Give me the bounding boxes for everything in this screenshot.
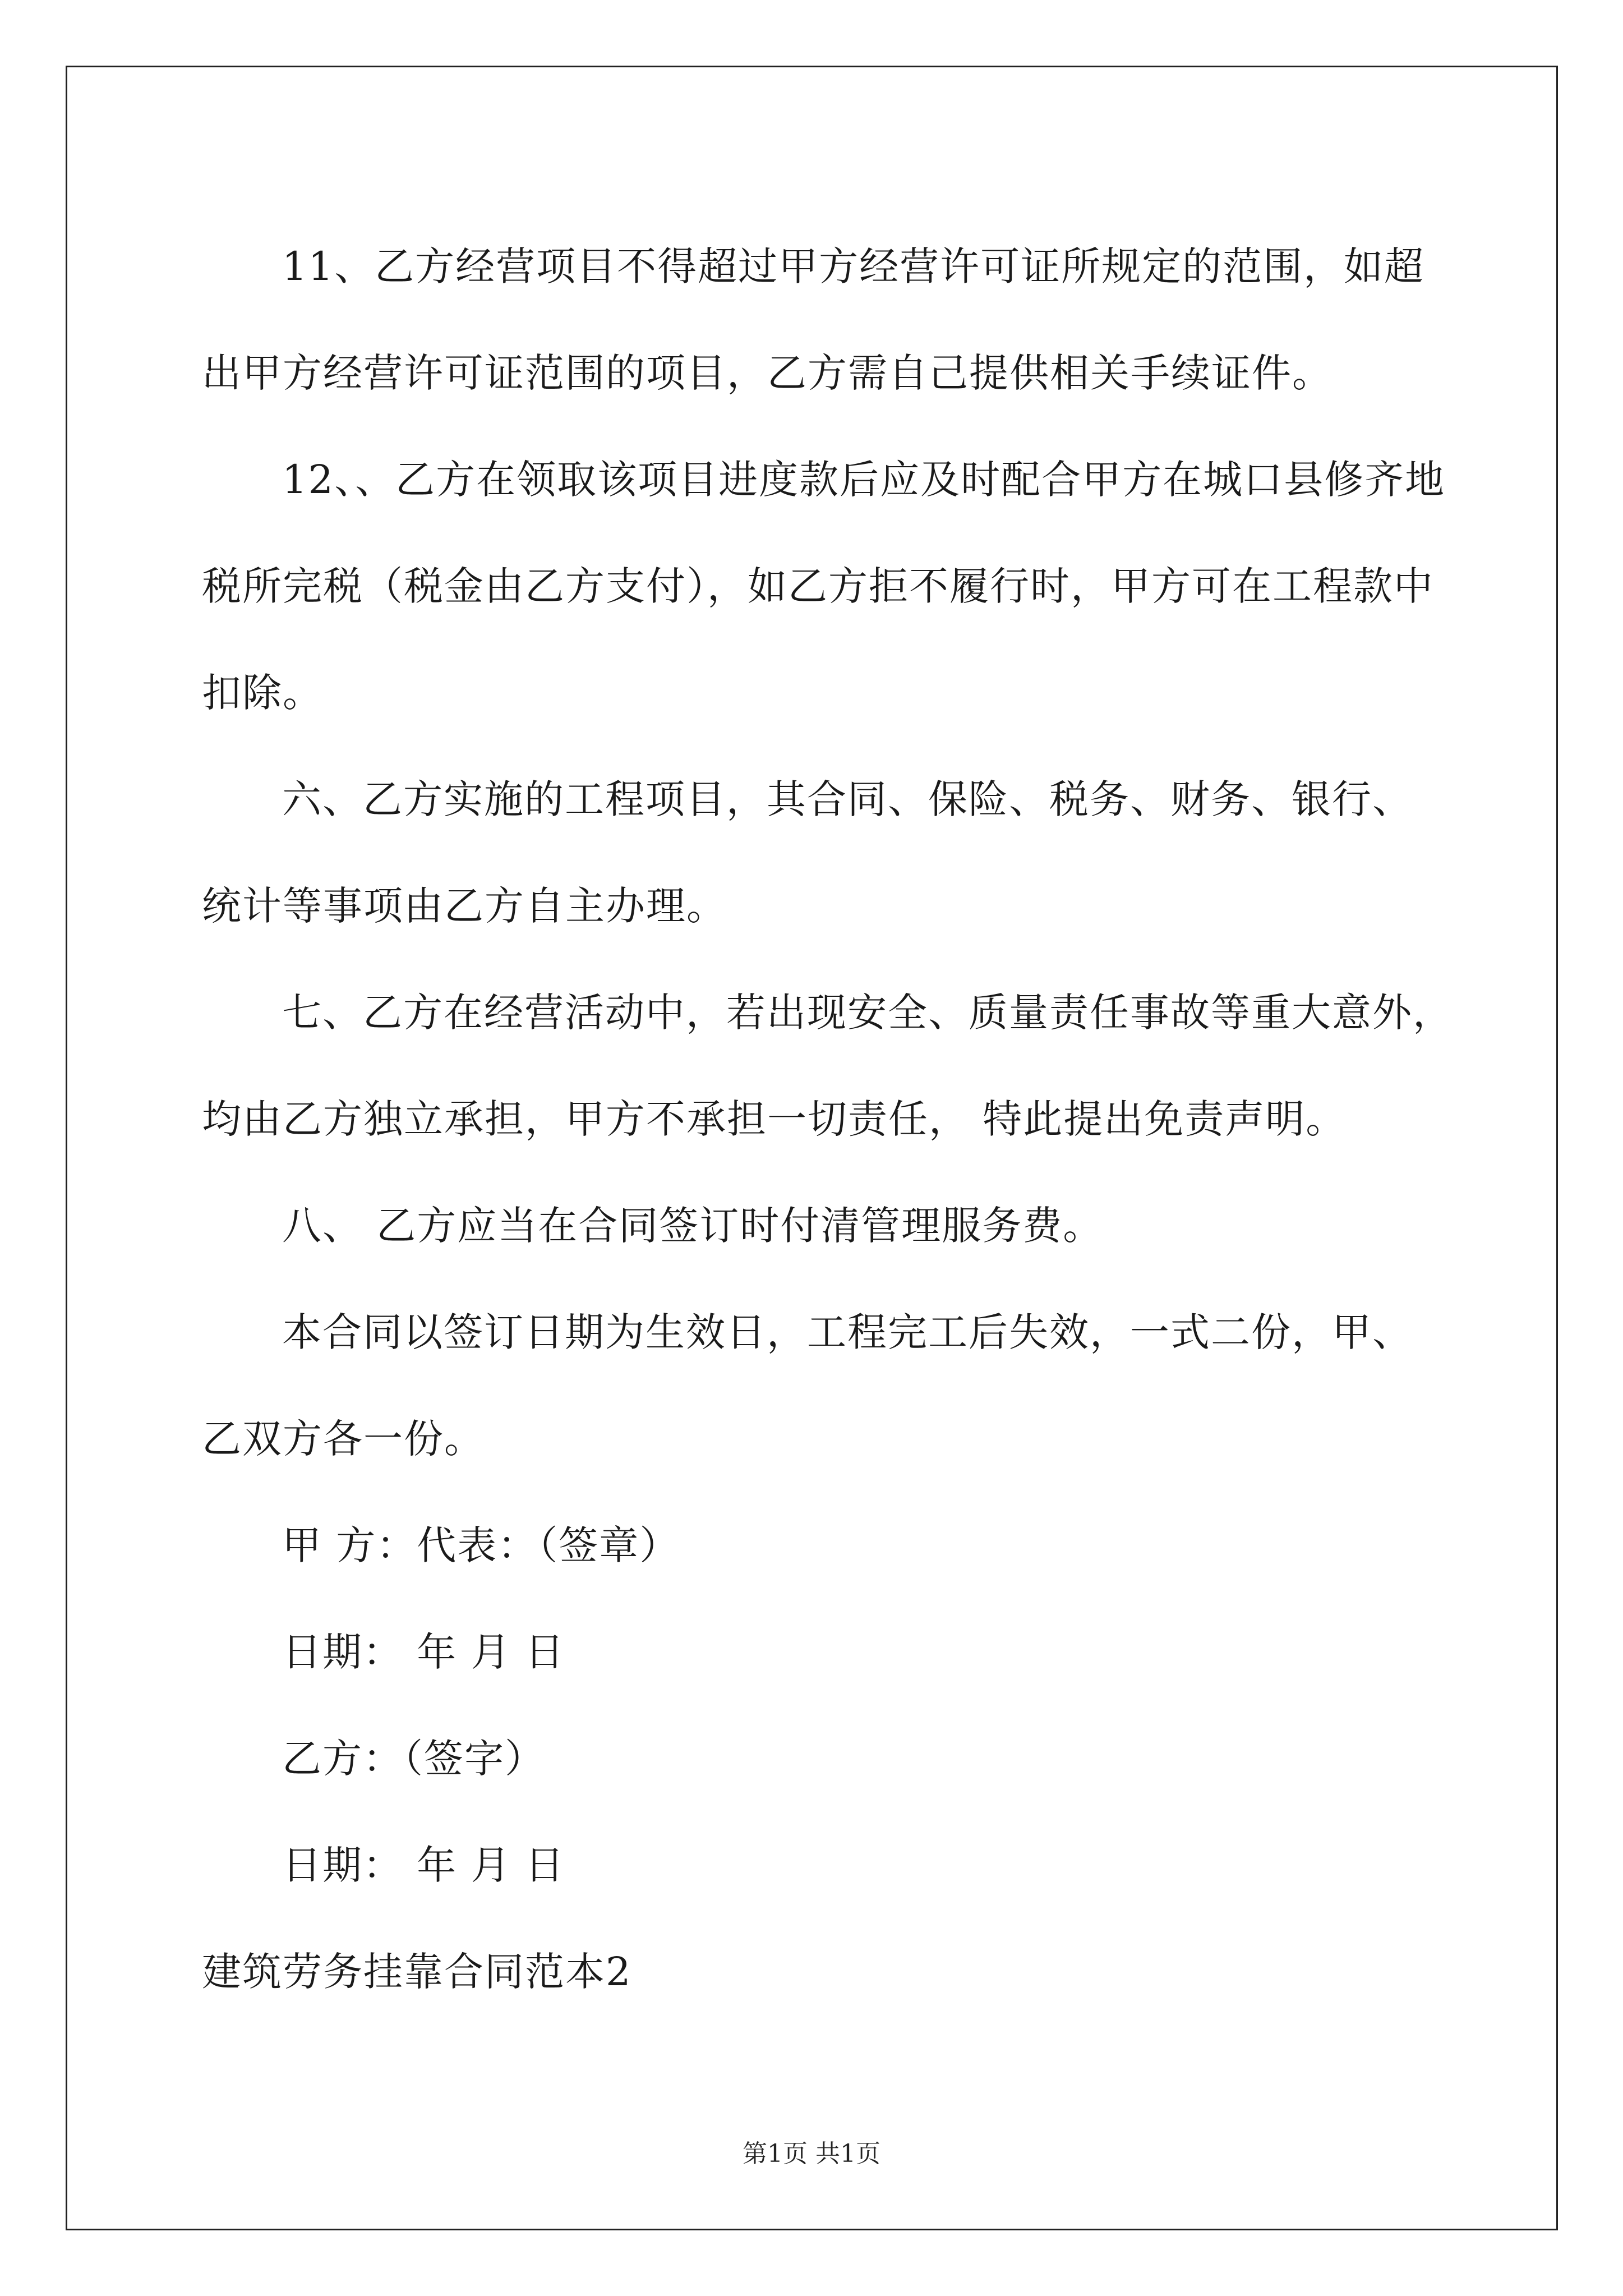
paragraph-line: 11、乙方经营项目不得超过甲方经营许可证所规定的范围，如超 — [282, 243, 1425, 289]
paragraph-12 — [202, 426, 1464, 746]
date-party-b — [202, 1812, 1464, 1918]
document-body — [202, 213, 1464, 2025]
date-party-a — [202, 1599, 1464, 1705]
date-line: 日期： 年 月 日 — [282, 1842, 565, 1888]
signature-party-b — [202, 1705, 1464, 1812]
signature-party-a — [202, 1492, 1464, 1599]
section-heading: 建筑劳务挂靠合同范本2 — [202, 1949, 632, 1995]
paragraph-seven — [202, 959, 1464, 1172]
paragraph-line: 均由乙方独立承担，甲方不承担一切责任， 特此提出免责声明。 — [202, 1096, 1347, 1142]
paragraph-line: 税所完税（税金由乙方支付），如乙方拒不履行时，甲方可在工程款中 — [202, 563, 1434, 609]
paragraph-line: 出甲方经营许可证范围的项目，乙方需自己提供相关手续证件。 — [202, 350, 1332, 396]
paragraph-line: 本合同以签订日期为生效日，工程完工后失效，一式二份，甲、 — [282, 1309, 1413, 1355]
paragraph-eight — [202, 1172, 1464, 1279]
page-footer: 第1页 共1页 — [743, 2139, 880, 2168]
signature-line: 乙方：（签字） — [282, 1736, 545, 1782]
paragraph-line: 扣除。 — [202, 670, 323, 716]
paragraph-line: 六、乙方实施的工程项目，其合同、保险、税务、财务、银行、 — [282, 776, 1413, 822]
signature-line: 甲 方：代表：（签章） — [282, 1522, 680, 1568]
paragraph-line: 统计等事项由乙方自主办理。 — [202, 883, 727, 929]
paragraph-effective-date — [202, 1279, 1464, 1492]
date-line: 日期： 年 月 日 — [282, 1629, 565, 1675]
paragraph-line: 乙双方各一份。 — [202, 1416, 485, 1462]
paragraph-six — [202, 746, 1464, 959]
paragraph-line: 12、、乙方在领取该项目进度款后应及时配合甲方在城口县修齐地 — [282, 457, 1446, 503]
paragraph-line: 七、乙方在经营活动中，若出现安全、质量责任事故等重大意外， — [282, 990, 1453, 1036]
paragraph-line: 八、 乙方应当在合同签订时付清管理服务费。 — [282, 1203, 1104, 1249]
paragraph-11 — [202, 213, 1464, 426]
